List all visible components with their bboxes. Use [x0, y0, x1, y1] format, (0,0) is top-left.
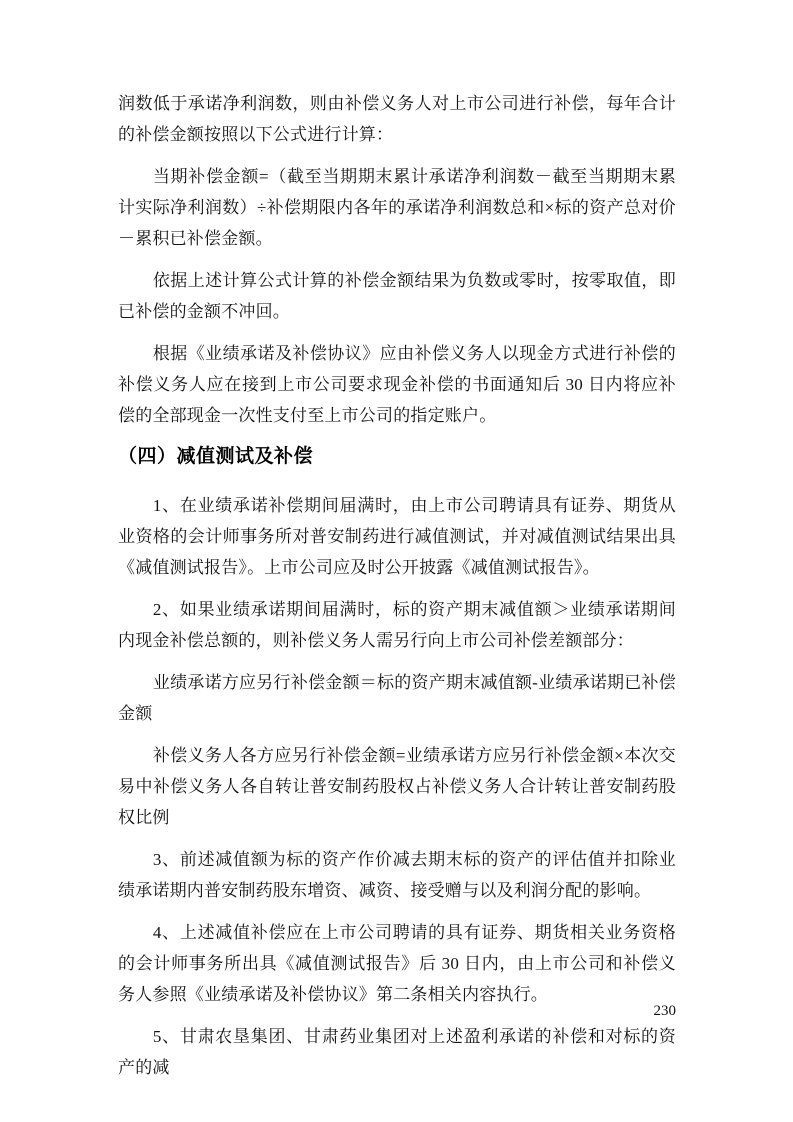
paragraph-formula-obligor-share: 补偿义务人各方应另行补偿金额=业绩承诺方应另行补偿金额×本次交易中补偿义务人各自转让普安制药股权占补偿义务人合计转让普安制药股权比例	[118, 746, 676, 827]
paragraph-formula-current-compensation: 当期补偿金额=（截至当期期末累计承诺净利润数－截至当期期末累计实际净利润数）÷补偿期限内各年的承诺净利润数总和×标的资产总对价－累积已补偿金额。	[118, 167, 676, 248]
paragraph-item-3: 3、前述减值额为标的资产作价减去期末标的资产的评估值并扣除业绩承诺期内普安制药股东增资、减资、接受赠与以及利润分配的影响。	[118, 850, 676, 900]
paragraph-item-1: 1、在业绩承诺补偿期间届满时，由上市公司聘请具有证券、期货从业资格的会计师事务所对普安制药进行减值测试，并对减值测试结果出具《减值测试报告》。上市公司应及时公开披露《减值测试报告》。	[118, 496, 676, 577]
paragraph-cash-payment-rule: 根据《业绩承诺及补偿协议》应由补偿义务人以现金方式进行补偿的补偿义务人应在接到上市公司要求现金补偿的书面通知后 30 日内将应补偿的全部现金一次性支付至上市公司的指定账户。	[118, 344, 676, 425]
paragraph-formula-additional-compensation: 业绩承诺方应另行补偿金额＝标的资产期末减值额-业绩承诺期已补偿金额	[118, 673, 676, 723]
section-heading-impairment-test: （四）减值测试及补偿	[118, 446, 314, 467]
paragraph-zero-value-rule: 依据上述计算公式计算的补偿金额结果为负数或零时，按零取值，即已补偿的金额不冲回。	[118, 271, 676, 321]
paragraph-continuation: 润数低于承诺净利润数，则由补偿义务人对上市公司进行补偿，每年合计的补偿金额按照以下公式进行计算：	[118, 94, 676, 144]
paragraph-item-5-partial: 5、甘肃农垦集团、甘肃药业集团对上述盈利承诺的补偿和对标的资产的减	[118, 1027, 676, 1077]
page-number: 230	[653, 1003, 676, 1019]
paragraph-item-2: 2、如果业绩承诺期间届满时，标的资产期末减值额＞业绩承诺期间内现金补偿总额的，则补偿义务人需另行向上市公司补偿差额部分：	[118, 600, 676, 650]
paragraph-item-4: 4、上述减值补偿应在上市公司聘请的具有证券、期货相关业务资格的会计师事务所出具《减值测试报告》后 30 日内，由上市公司和补偿义务人参照《业绩承诺及补偿协议》第二条相关内容执行。	[118, 923, 676, 1004]
document-body	[118, 88, 676, 1094]
